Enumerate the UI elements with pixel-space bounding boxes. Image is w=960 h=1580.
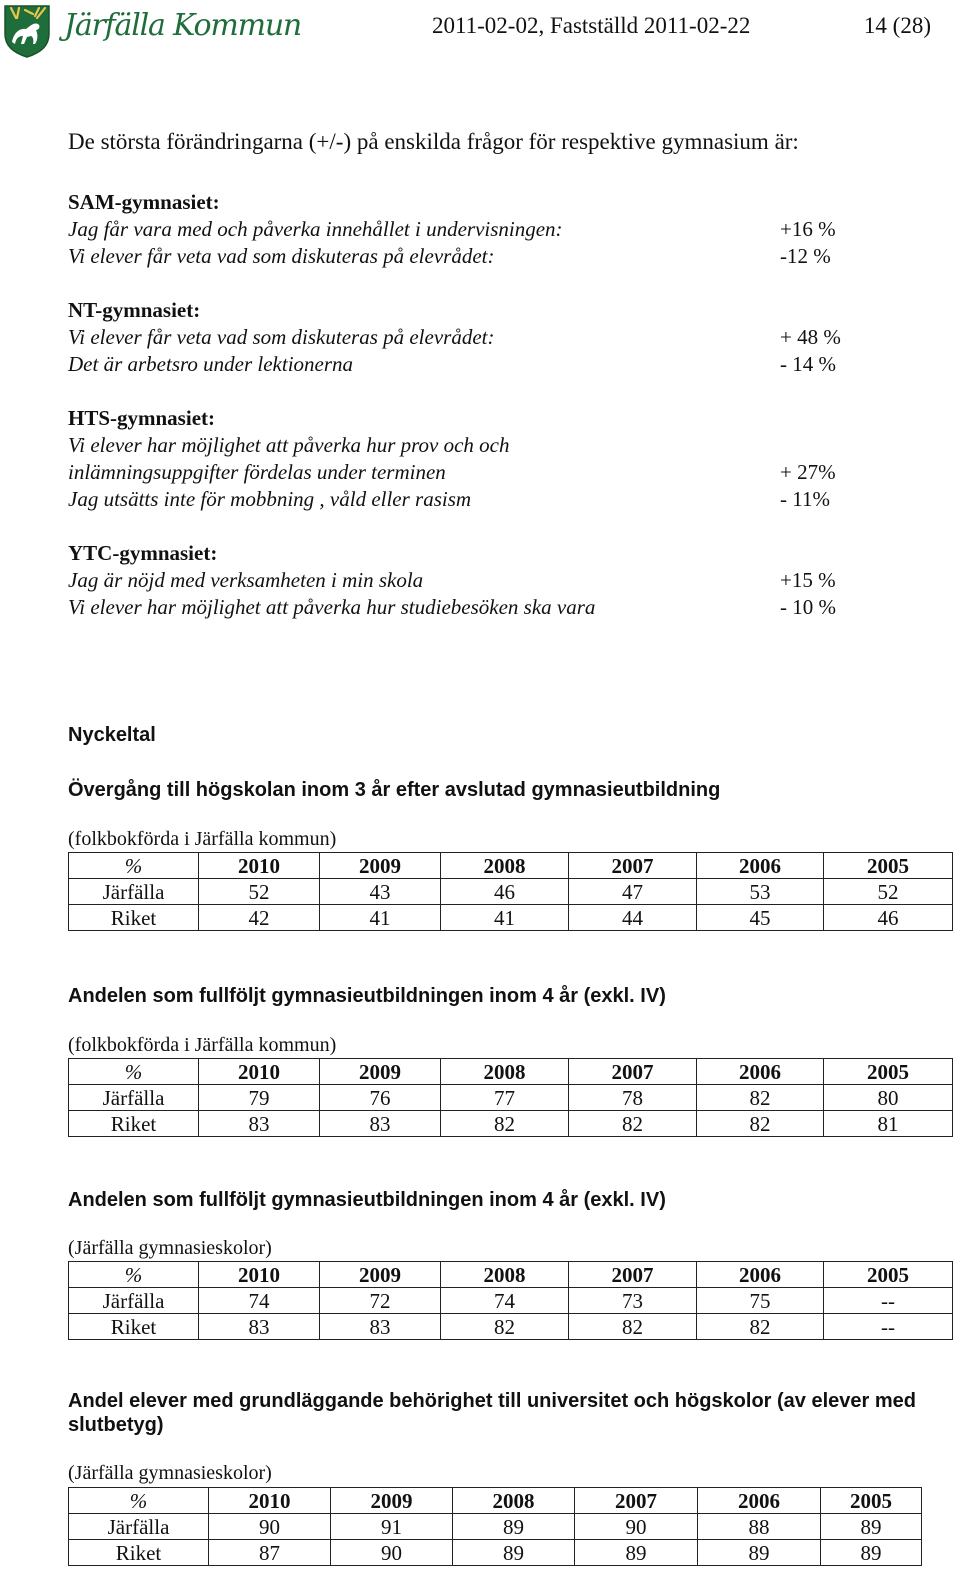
table-cell: Riket bbox=[69, 1540, 209, 1566]
column-header: 2009 bbox=[320, 1262, 441, 1288]
change-value: - 14 % bbox=[780, 352, 836, 376]
column-header: 2005 bbox=[824, 1059, 953, 1085]
column-header: 2009 bbox=[331, 1488, 453, 1514]
column-header: 2007 bbox=[569, 1059, 697, 1085]
table-row bbox=[69, 1085, 953, 1111]
change-value: + 27% bbox=[780, 460, 836, 484]
column-header: 2007 bbox=[569, 853, 697, 879]
table-cell: 72 bbox=[320, 1288, 441, 1314]
change-value: +16 % bbox=[780, 217, 836, 241]
question-text: Det är arbetsro under lektionerna bbox=[68, 352, 354, 376]
column-header: 2006 bbox=[697, 1059, 824, 1085]
table-cell: Järfälla bbox=[69, 879, 199, 905]
table-row bbox=[69, 1540, 922, 1566]
table-row bbox=[69, 905, 953, 931]
table-row bbox=[69, 1314, 953, 1340]
table-cell: 83 bbox=[199, 1111, 320, 1137]
change-row bbox=[68, 459, 928, 486]
table-header-row bbox=[69, 853, 953, 879]
change-row bbox=[68, 324, 928, 351]
table-cell: 82 bbox=[569, 1111, 697, 1137]
column-header: 2005 bbox=[824, 1262, 953, 1288]
change-value: +15 % bbox=[780, 568, 836, 592]
column-header: 2005 bbox=[821, 1488, 922, 1514]
column-header: 2009 bbox=[320, 1059, 441, 1085]
column-header: 2009 bbox=[320, 853, 441, 879]
table-cell: 87 bbox=[209, 1540, 331, 1566]
column-header: 2010 bbox=[199, 1059, 320, 1085]
section-title: Övergång till högskolan inom 3 år efter avslutad gymnasieutbildning bbox=[68, 779, 721, 801]
column-header: 2006 bbox=[697, 1262, 824, 1288]
question-text: Vi elever har möjlighet att påverka hur prov och och bbox=[68, 433, 510, 457]
table-cell: 46 bbox=[441, 879, 569, 905]
table-cell: Riket bbox=[69, 1314, 199, 1340]
table-cell: Riket bbox=[69, 1111, 199, 1137]
table-cell: 74 bbox=[441, 1288, 569, 1314]
table-cell: 89 bbox=[575, 1540, 698, 1566]
table-cell: 44 bbox=[569, 905, 697, 931]
table-cell: 41 bbox=[320, 905, 441, 931]
table-cell: 89 bbox=[821, 1514, 922, 1540]
column-header: % bbox=[69, 1059, 199, 1085]
kpi-table-completion-schools bbox=[68, 1261, 953, 1340]
table-cell: 46 bbox=[824, 905, 953, 931]
table-cell: 81 bbox=[824, 1111, 953, 1137]
group-title: HTS-gymnasiet: bbox=[68, 406, 215, 430]
group-title: YTC-gymnasiet: bbox=[68, 541, 218, 565]
table-cell: 83 bbox=[199, 1314, 320, 1340]
table-cell: 45 bbox=[697, 905, 824, 931]
column-header: % bbox=[69, 1262, 199, 1288]
table-cell: 42 bbox=[199, 905, 320, 931]
table-cell: -- bbox=[824, 1314, 953, 1340]
group-title: SAM-gymnasiet: bbox=[68, 190, 220, 214]
change-row bbox=[68, 567, 928, 594]
question-text: inlämningsuppgifter fördelas under terminen bbox=[68, 460, 446, 484]
column-header: 2010 bbox=[199, 853, 320, 879]
table-cell: 52 bbox=[199, 879, 320, 905]
change-row bbox=[68, 216, 928, 243]
school-group-hts bbox=[68, 405, 928, 513]
column-header: 2008 bbox=[453, 1488, 575, 1514]
table-cell: 83 bbox=[320, 1111, 441, 1137]
table-cell: Järfälla bbox=[69, 1085, 199, 1111]
table-cell: 47 bbox=[569, 879, 697, 905]
table-cell: 80 bbox=[824, 1085, 953, 1111]
table-cell: 91 bbox=[331, 1514, 453, 1540]
table-cell: 90 bbox=[575, 1514, 698, 1540]
table-cell: Järfälla bbox=[69, 1514, 209, 1540]
table-cell: 82 bbox=[697, 1111, 824, 1137]
table-cell: 83 bbox=[320, 1314, 441, 1340]
section-note: (Järfälla gymnasieskolor) bbox=[68, 1462, 272, 1484]
column-header: % bbox=[69, 853, 199, 879]
school-group-ytc bbox=[68, 540, 928, 621]
kpi-heading: Nyckeltal bbox=[68, 724, 156, 746]
question-text: Vi elever får veta vad som diskuteras på elevrådet: bbox=[68, 325, 495, 349]
table-cell: 73 bbox=[569, 1288, 697, 1314]
change-row bbox=[68, 432, 928, 459]
change-value: - 11% bbox=[780, 487, 830, 511]
group-title: NT-gymnasiet: bbox=[68, 298, 201, 322]
table-cell: 88 bbox=[698, 1514, 821, 1540]
table-cell: 82 bbox=[441, 1111, 569, 1137]
column-header: 2010 bbox=[209, 1488, 331, 1514]
municipality-logo-text: Järfälla Kommun bbox=[64, 8, 302, 43]
column-header: 2005 bbox=[824, 853, 953, 879]
column-header: 2008 bbox=[441, 1262, 569, 1288]
table-cell: 90 bbox=[331, 1540, 453, 1566]
table-cell: 75 bbox=[697, 1288, 824, 1314]
table-cell: 82 bbox=[697, 1085, 824, 1111]
table-cell: 41 bbox=[441, 905, 569, 931]
column-header: % bbox=[69, 1488, 209, 1514]
question-text: Vi elever har möjlighet att påverka hur studiebesöken ska vara bbox=[68, 595, 596, 619]
column-header: 2007 bbox=[569, 1262, 697, 1288]
table-cell: 89 bbox=[698, 1540, 821, 1566]
table-cell: 76 bbox=[320, 1085, 441, 1111]
table-row bbox=[69, 1111, 953, 1137]
document-date: 2011-02-02, Fastställd 2011-02-22 bbox=[432, 13, 751, 38]
table-cell: 43 bbox=[320, 879, 441, 905]
section-title: Andel elever med grundläggande behörighet till universitet och högskolor (av elever med slutbetyg) bbox=[68, 1390, 916, 1436]
question-text: Jag får vara med och påverka innehållet i undervisningen: bbox=[68, 217, 563, 241]
municipal-shield-icon bbox=[3, 4, 51, 58]
section-note: (folkbokförda i Järfälla kommun) bbox=[68, 1034, 337, 1056]
table-cell: 82 bbox=[569, 1314, 697, 1340]
kpi-table-eligibility bbox=[68, 1487, 922, 1566]
table-header-row bbox=[69, 1488, 922, 1514]
table-cell: 90 bbox=[209, 1514, 331, 1540]
table-cell: -- bbox=[824, 1288, 953, 1314]
table-header-row bbox=[69, 1262, 953, 1288]
school-group-sam bbox=[68, 189, 928, 270]
table-cell: 52 bbox=[824, 879, 953, 905]
change-row bbox=[68, 486, 928, 513]
table-cell: 74 bbox=[199, 1288, 320, 1314]
intro-sentence: De största förändringarna (+/-) på enskilda frågor för respektive gymnasium är: bbox=[68, 129, 799, 154]
change-row bbox=[68, 243, 928, 270]
table-cell: 89 bbox=[821, 1540, 922, 1566]
section-title: Andelen som fullföljt gymnasieutbildningen inom 4 år (exkl. IV) bbox=[68, 1189, 666, 1211]
change-row bbox=[68, 351, 928, 378]
change-value: + 48 % bbox=[780, 325, 841, 349]
question-text: Jag är nöjd med verksamheten i min skola bbox=[68, 568, 424, 592]
column-header: 2006 bbox=[698, 1488, 821, 1514]
table-cell: 89 bbox=[453, 1514, 575, 1540]
table-cell: Riket bbox=[69, 905, 199, 931]
column-header: 2010 bbox=[199, 1262, 320, 1288]
table-cell: 53 bbox=[697, 879, 824, 905]
kpi-table-transition bbox=[68, 852, 953, 931]
school-group-nt bbox=[68, 297, 928, 378]
table-cell: 82 bbox=[697, 1314, 824, 1340]
page-header bbox=[0, 0, 960, 62]
table-row bbox=[69, 1514, 922, 1540]
column-header: 2008 bbox=[441, 1059, 569, 1085]
table-cell: 77 bbox=[441, 1085, 569, 1111]
table-cell: 78 bbox=[569, 1085, 697, 1111]
column-header: 2008 bbox=[441, 853, 569, 879]
change-value: - 10 % bbox=[780, 595, 836, 619]
section-note: (Järfälla gymnasieskolor) bbox=[68, 1237, 272, 1259]
section-note: (folkbokförda i Järfälla kommun) bbox=[68, 828, 337, 850]
table-row bbox=[69, 879, 953, 905]
table-cell: 89 bbox=[453, 1540, 575, 1566]
change-row bbox=[68, 594, 928, 621]
table-cell: Järfälla bbox=[69, 1288, 199, 1314]
column-header: 2007 bbox=[575, 1488, 698, 1514]
kpi-table-completion-residents bbox=[68, 1058, 953, 1137]
table-row bbox=[69, 1288, 953, 1314]
section-title: Andelen som fullföljt gymnasieutbildningen inom 4 år (exkl. IV) bbox=[68, 985, 666, 1007]
table-cell: 82 bbox=[441, 1314, 569, 1340]
table-cell: 79 bbox=[199, 1085, 320, 1111]
table-header-row bbox=[69, 1059, 953, 1085]
question-text: Jag utsätts inte för mobbning , våld eller rasism bbox=[68, 487, 472, 511]
column-header: 2006 bbox=[697, 853, 824, 879]
page-number: 14 (28) bbox=[863, 13, 931, 38]
change-value: -12 % bbox=[780, 244, 831, 268]
question-text: Vi elever får veta vad som diskuteras på elevrådet: bbox=[68, 244, 495, 268]
